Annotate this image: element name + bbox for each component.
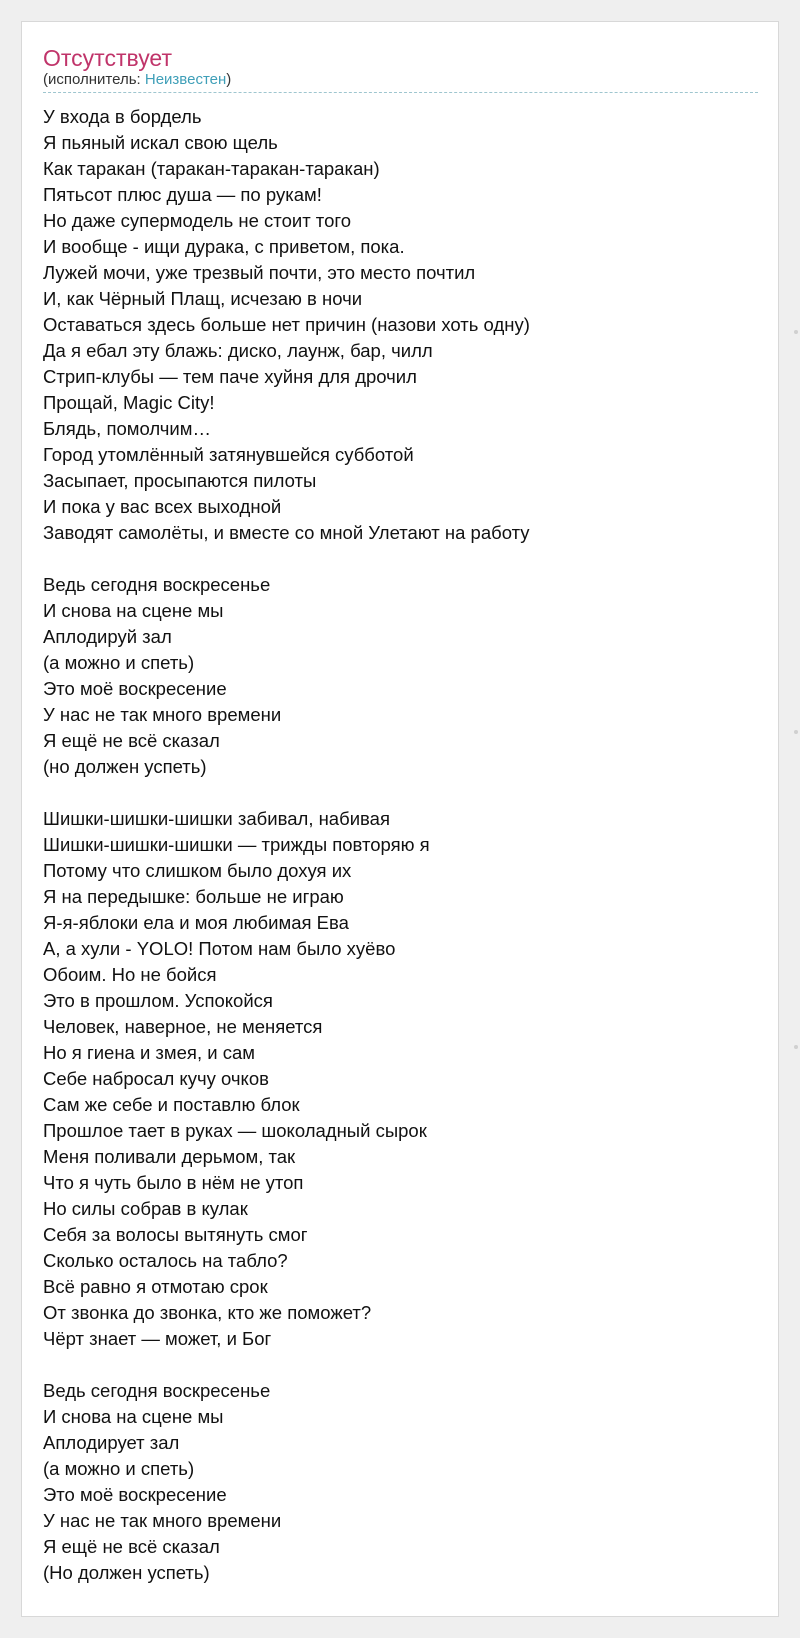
lyric-line: (Но должен успеть): [43, 1562, 210, 1583]
lyric-line: (а можно и спеть): [43, 1458, 195, 1479]
lyric-line: Засыпает, просыпаются пилоты: [43, 470, 317, 491]
scroll-marker: [794, 330, 798, 334]
title-divider: [43, 92, 758, 93]
lyric-line: Я пьяный искал свою щель: [43, 132, 278, 153]
lyric-line: Это в прошлом. Успокойся: [43, 990, 273, 1011]
lyric-line: Я-я-яблоки ела и моя любимая Ева: [43, 912, 349, 933]
lyric-line: Прощай, Magic City!: [43, 392, 215, 413]
stanza-break: [43, 780, 763, 806]
lyric-line: Всё равно я отмотаю срок: [43, 1276, 268, 1297]
lyric-line: Но даже супермодель не стоит того: [43, 210, 351, 231]
lyric-line: Но я гиена и змея, и сам: [43, 1042, 255, 1063]
artist-link[interactable]: Неизвестен: [144, 71, 227, 88]
lyric-line: И, как Чёрный Плащ, исчезаю в ночи: [43, 288, 363, 309]
lyric-line: Потому что слишком было дохуя их: [43, 860, 352, 881]
lyric-line: И снова на сцене мы: [43, 600, 224, 621]
lyric-line: От звонка до звонка, кто же поможет?: [43, 1302, 372, 1323]
lyric-line: У нас не так много времени: [43, 704, 282, 725]
lyric-line: Город утомлённый затянувшейся субботой: [43, 444, 414, 465]
lyric-line: Ведь сегодня воскресенье: [43, 1380, 271, 1401]
lyric-line: Чёрт знает — может, и Бог: [43, 1328, 272, 1349]
lyric-line: Блядь, помолчим…: [43, 418, 211, 439]
lyric-line: Стрип-клубы — тем паче хуйня для дрочил: [43, 366, 417, 387]
lyric-line: Аплодирует зал: [43, 1432, 180, 1453]
lyric-line: (а можно и спеть): [43, 652, 195, 673]
artist-prefix: (исполнитель:: [43, 71, 145, 88]
lyric-line: Я ещё не всё сказал: [43, 730, 220, 751]
stanza-break: [43, 1352, 763, 1378]
lyric-line: Себя за волосы вытянуть смог: [43, 1224, 308, 1245]
lyric-line: Да я ебал эту блажь: диско, лаунж, бар, чилл: [43, 340, 433, 361]
lyric-line: И пока у вас всех выходной: [43, 496, 282, 517]
scroll-marker: [794, 1045, 798, 1049]
scroll-marker: [794, 730, 798, 734]
lyric-line: Ведь сегодня воскресенье: [43, 574, 271, 595]
lyric-line: Это моё воскресение: [43, 678, 227, 699]
lyric-line: А, а хули - YOLO! Потом нам было хуёво: [43, 938, 396, 959]
lyric-line: Прошлое тает в руках — шоколадный сырок: [43, 1120, 427, 1141]
artist-suffix: ): [226, 71, 232, 88]
lyric-line: Заводят самолёты, и вместе со мной Улетают на работу: [43, 522, 530, 543]
lyric-line: Как таракан (таракан-таракан-таракан): [43, 158, 380, 179]
lyric-line: Сам же себе и поставлю блок: [43, 1094, 300, 1115]
lyric-line: Меня поливали дерьмом, так: [43, 1146, 296, 1167]
lyrics-text: [43, 104, 763, 1586]
song-title: Отсутствует: [43, 45, 172, 71]
lyric-line: Что я чуть было в нём не утоп: [43, 1172, 304, 1193]
lyric-line: Я ещё не всё сказал: [43, 1536, 220, 1557]
lyric-line: Это моё воскресение: [43, 1484, 227, 1505]
lyric-line: Шишки-шишки-шишки — трижды повторяю я: [43, 834, 430, 855]
lyric-line: Шишки-шишки-шишки забивал, набивая: [43, 808, 390, 829]
lyric-line: Пятьсот плюс душа — по рукам!: [43, 184, 322, 205]
lyric-line: Но силы собрав в кулак: [43, 1198, 248, 1219]
lyric-line: Сколько осталось на табло?: [43, 1250, 288, 1271]
artist-line: [43, 71, 231, 89]
lyric-line: Аплодируй зал: [43, 626, 172, 647]
lyric-line: У нас не так много времени: [43, 1510, 282, 1531]
lyric-line: И вообще - ищи дурака, с приветом, пока.: [43, 236, 405, 257]
lyric-line: У входа в бордель: [43, 106, 202, 127]
lyric-line: Лужей мочи, уже трезвый почти, это место почтил: [43, 262, 476, 283]
lyric-line: Обоим. Но не бойся: [43, 964, 217, 985]
lyric-line: Себе набросал кучу очков: [43, 1068, 269, 1089]
lyric-line: (но должен успеть): [43, 756, 207, 777]
lyric-line: Оставаться здесь больше нет причин (назови хоть одну): [43, 314, 530, 335]
lyric-line: Человек, наверное, не меняется: [43, 1016, 323, 1037]
lyrics-card: [21, 21, 779, 1617]
lyric-line: И снова на сцене мы: [43, 1406, 224, 1427]
stanza-break: [43, 546, 763, 572]
lyric-line: Я на передышке: больше не играю: [43, 886, 344, 907]
